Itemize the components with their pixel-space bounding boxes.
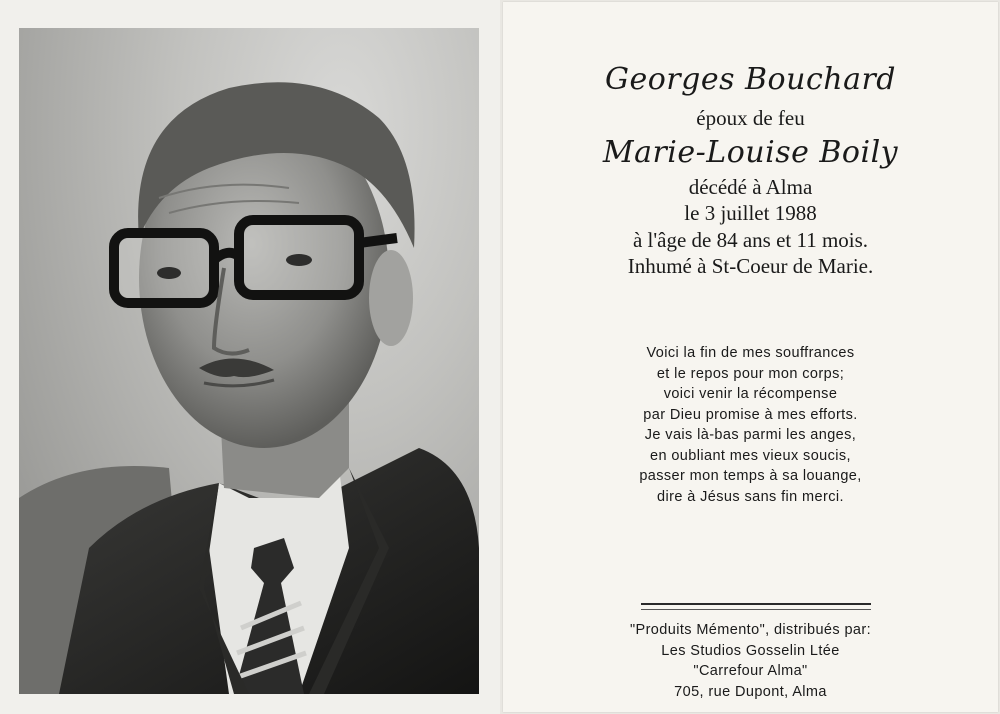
portrait-illustration: [19, 28, 479, 694]
portrait-photo: [19, 28, 479, 694]
poem-line: Je vais là-bas parmi les anges,: [644, 427, 857, 443]
text-card: [503, 2, 998, 712]
footer-divider-thin: [641, 609, 871, 610]
burial-place: Inhumé à St-Coeur de Marie.: [627, 254, 874, 278]
publisher-footer: [503, 620, 998, 702]
poem-line: passer mon temps à sa louange,: [639, 468, 862, 484]
poem-line: voici venir la récompense: [663, 386, 838, 402]
death-place: décédé à Alma: [688, 175, 813, 199]
poem: [503, 343, 998, 507]
poem-line: par Dieu promise à mes efforts.: [643, 406, 858, 423]
footer-line: 705, rue Dupont, Alma: [674, 683, 827, 700]
deceased-name: Georges Bouchard: [605, 62, 896, 97]
age-at-death: à l'âge de 84 ans et 11 mois.: [632, 228, 869, 252]
poem-line: et le repos pour mon corps;: [656, 365, 845, 382]
spouse-name: Marie-Louise Boily: [602, 135, 899, 170]
poem-line: dire à Jésus sans fin merci.: [657, 488, 844, 505]
spouse-intro: époux de feu: [696, 106, 805, 130]
footer-line: "Produits Mémento", distribués par:: [629, 622, 872, 638]
death-date: le 3 juillet 1988: [684, 201, 817, 225]
poem-line: Voici la fin de mes souffrances: [646, 345, 855, 361]
footer-line: Les Studios Gosselin Ltée: [661, 642, 840, 659]
footer-divider: [641, 603, 871, 605]
footer-line: "Carrefour Alma": [693, 663, 808, 679]
poem-line: en oubliant mes vieux soucis,: [649, 447, 851, 464]
